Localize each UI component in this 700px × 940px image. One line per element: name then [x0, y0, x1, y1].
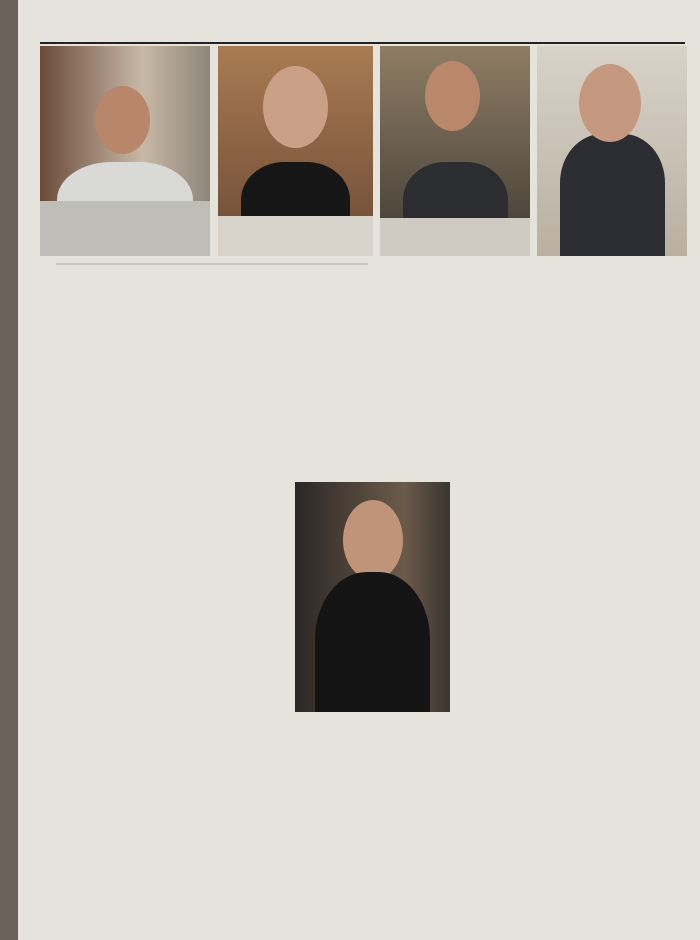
left-column	[56, 312, 366, 318]
header-rule	[40, 42, 685, 44]
press-photo-4	[537, 46, 687, 256]
press-photo-3	[380, 46, 530, 256]
press-photo-1	[40, 46, 210, 256]
press-photo-2	[218, 46, 373, 256]
photo-caption	[56, 263, 368, 265]
page-header	[40, 18, 685, 42]
priest-photo	[295, 482, 450, 712]
newspaper-page	[18, 0, 700, 940]
